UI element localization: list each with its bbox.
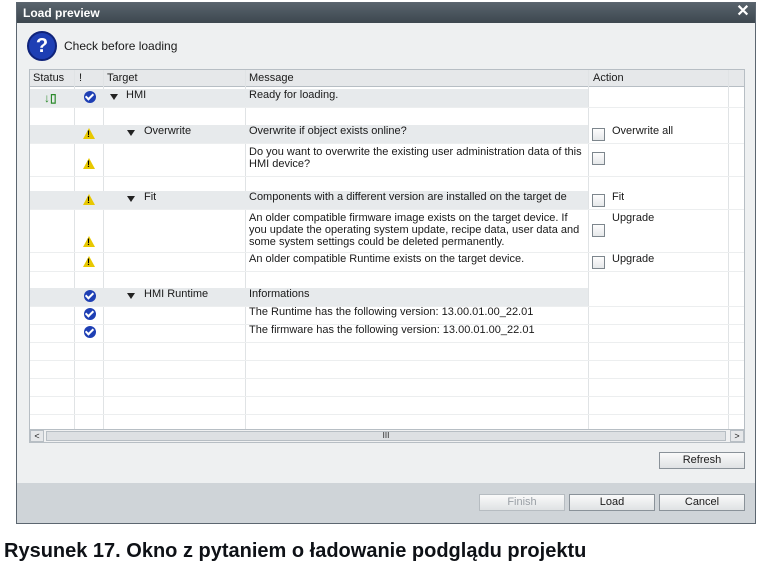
load-preview-table [29, 69, 745, 443]
warning-icon [83, 256, 95, 267]
title-bar[interactable] [17, 3, 755, 23]
warning-icon [83, 158, 95, 169]
refresh-button[interactable]: Refresh [659, 452, 745, 469]
fit-checkbox[interactable] [592, 194, 605, 207]
table-row[interactable] [30, 306, 744, 325]
row-message: Informations [249, 288, 310, 300]
row-message: An older compatible firmware image exists on the target device. If you update the operating system update, recipe data, user data and some system settings could be deleted permanently. [249, 212, 580, 248]
download-status-icon: ↓▯ [44, 91, 57, 105]
column-target[interactable]: Target [107, 72, 138, 84]
scroll-left-button[interactable]: < [30, 430, 44, 442]
row-message: An older compatible Runtime exists on the target device. [249, 253, 525, 265]
check-icon [84, 326, 96, 338]
load-button[interactable]: Load [569, 494, 655, 511]
check-icon [84, 91, 96, 103]
header-text: Check before loading [64, 39, 178, 53]
table-row[interactable] [30, 288, 744, 307]
row-target: Fit [144, 191, 157, 203]
column-status[interactable]: Status [33, 72, 65, 84]
expand-arrow-icon[interactable] [110, 94, 118, 100]
table-row[interactable] [30, 324, 744, 343]
table-header [30, 70, 744, 87]
load-preview-dialog [16, 2, 756, 524]
row-action: Upgrade [612, 253, 655, 265]
overwrite-all-checkbox[interactable] [592, 128, 605, 141]
warning-icon [83, 128, 95, 139]
table-row[interactable] [30, 191, 744, 210]
window-title: Load preview [23, 6, 100, 20]
scroll-thumb[interactable]: III [46, 431, 726, 441]
check-icon [84, 308, 96, 320]
figure-caption: Rysunek 17. Okno z pytaniem o ładowanie podglądu projektu [4, 540, 587, 562]
row-message: The firmware has the following version: 13.00.01.00_22.01 [249, 324, 535, 336]
row-message: Overwrite if object exists online? [249, 125, 407, 137]
column-message[interactable]: Message [249, 72, 294, 84]
overwrite-usermgmt-checkbox[interactable] [592, 152, 605, 165]
row-target: HMI [126, 89, 147, 101]
row-target: HMI Runtime [144, 288, 209, 300]
warning-icon [83, 194, 95, 205]
row-action: Fit [612, 191, 625, 203]
upgrade-runtime-checkbox[interactable] [592, 256, 605, 269]
row-message: Do you want to overwrite the existing user administration data of this HMI device? [249, 146, 582, 170]
table-row[interactable] [30, 144, 744, 177]
row-action: Overwrite all [612, 125, 674, 137]
table-row[interactable] [30, 125, 744, 144]
expand-arrow-icon[interactable] [127, 130, 135, 136]
cancel-button[interactable]: Cancel [659, 494, 745, 511]
table-row[interactable] [30, 89, 744, 108]
table-row[interactable] [30, 253, 744, 272]
check-icon [84, 290, 96, 302]
expand-arrow-icon[interactable] [127, 293, 135, 299]
horizontal-scrollbar[interactable] [29, 429, 745, 443]
row-target: Overwrite [144, 125, 192, 137]
warning-icon [83, 236, 95, 247]
row-action: Upgrade [612, 212, 655, 224]
row-message: Ready for loading. [249, 89, 339, 101]
scroll-right-button[interactable]: > [730, 430, 744, 442]
close-button[interactable]: ✕ [736, 3, 750, 20]
question-icon: ? [27, 31, 57, 61]
table-row[interactable] [30, 210, 744, 253]
finish-button[interactable]: Finish [479, 494, 565, 511]
column-bang[interactable]: ! [79, 72, 83, 84]
row-message: The Runtime has the following version: 13.00.01.00_22.01 [249, 306, 534, 318]
expand-arrow-icon[interactable] [127, 196, 135, 202]
column-action[interactable]: Action [593, 72, 624, 84]
row-message: Components with a different version are installed on the target de [249, 191, 567, 203]
dialog-footer [17, 483, 755, 523]
upgrade-firmware-checkbox[interactable] [592, 224, 605, 237]
